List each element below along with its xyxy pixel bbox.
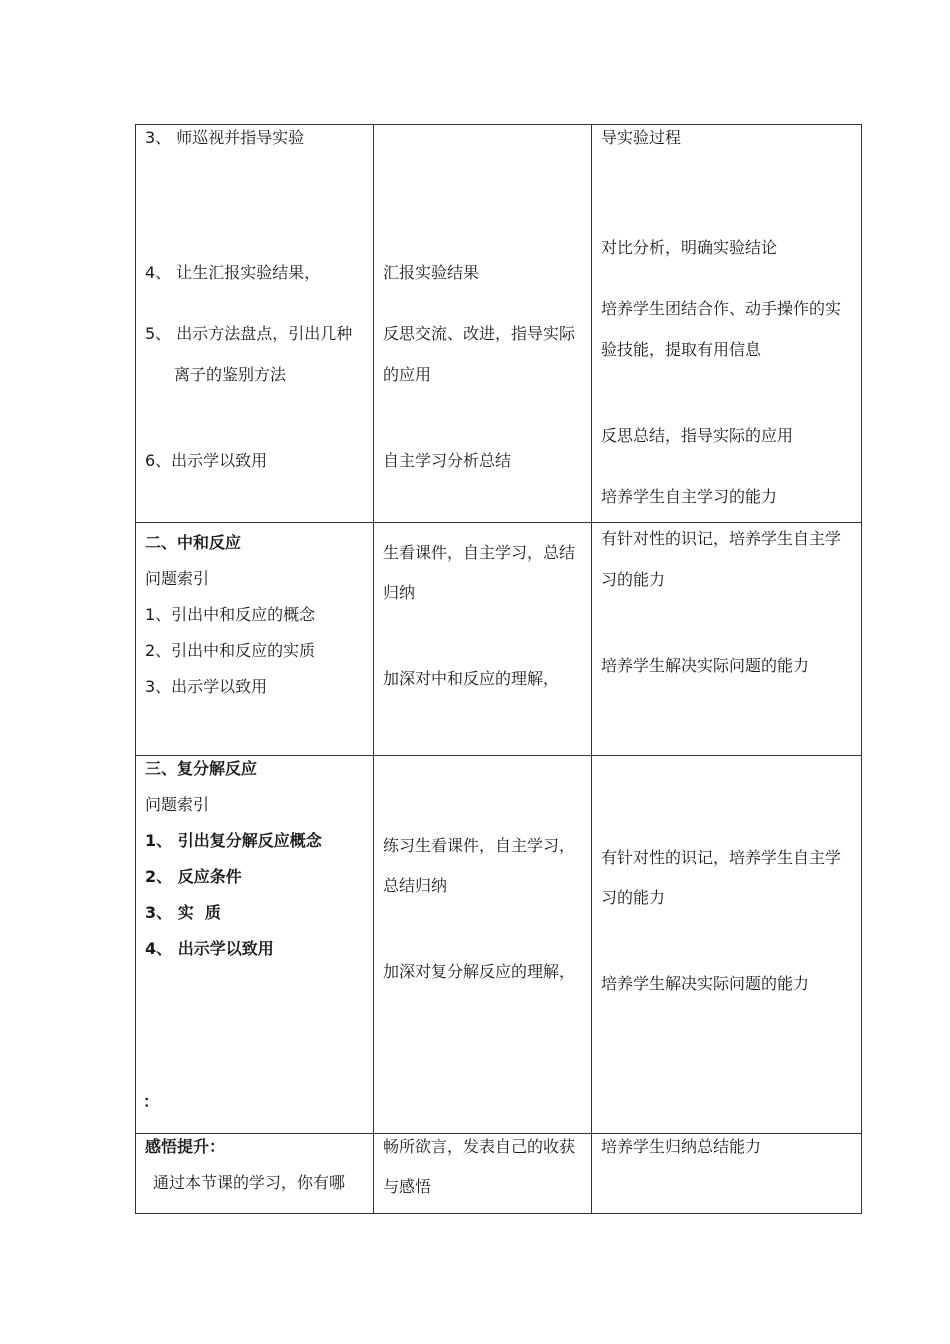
table-border-left — [135, 124, 136, 1214]
design-intent-text: 对比分析，明确实验结论 — [601, 238, 778, 257]
student-activity-text: 生看课件，自主学习，总结 — [383, 543, 576, 562]
student-activity-text: 汇报实验结果 — [383, 263, 480, 282]
column-divider — [591, 124, 592, 1214]
student-activity-text: 加深对中和反应的理解， — [383, 669, 560, 688]
design-intent-text: 培养学生解决实际问题的能力 — [601, 974, 810, 993]
student-activity-text: 的应用 — [383, 365, 432, 384]
section-heading: 二、中和反应 — [145, 533, 242, 552]
student-activity-text: 练习生看课件，自主学习， — [383, 836, 576, 855]
teacher-activity-text: 4、 出示学以致用 — [145, 939, 274, 958]
lesson-plan-table — [135, 124, 862, 1214]
teacher-activity-text: 3、 实 质 — [145, 903, 221, 922]
student-activity-text: 自主学习分析总结 — [383, 451, 512, 470]
student-activity-text: 总结归纳 — [383, 876, 448, 895]
student-activity-text: 归纳 — [383, 583, 416, 602]
teacher-activity-text: 3、 师巡视并指导实验 — [145, 128, 305, 147]
teacher-activity-text: 通过本节课的学习，你有哪 — [153, 1173, 346, 1192]
teacher-activity-text: 离子的鉴别方法 — [174, 365, 287, 384]
row-divider — [135, 755, 862, 756]
design-intent-text: 习的能力 — [601, 888, 666, 907]
teacher-activity-text: 6、出示学以致用 — [145, 451, 268, 470]
student-activity-text: 与感悟 — [383, 1177, 432, 1196]
trailing-colon: ： — [143, 1092, 160, 1111]
section-heading: 感悟提升： — [145, 1137, 226, 1156]
column-divider — [373, 124, 374, 1214]
teacher-activity-text: 4、 让生汇报实验结果， — [145, 263, 321, 282]
student-activity-text: 畅所欲言，发表自己的收获 — [383, 1137, 576, 1156]
teacher-activity-text: 2、引出中和反应的实质 — [145, 641, 316, 660]
teacher-activity-text: 问题索引 — [145, 795, 210, 814]
teacher-activity-text: 1、引出中和反应的概念 — [145, 605, 316, 624]
design-intent-text: 导实验过程 — [601, 128, 682, 147]
section-heading: 三、复分解反应 — [145, 759, 258, 778]
design-intent-text: 习的能力 — [601, 570, 666, 589]
design-intent-text: 有针对性的识记，培养学生自主学 — [601, 848, 842, 867]
design-intent-text: 验技能，提取有用信息 — [601, 340, 762, 359]
student-activity-text: 加深对复分解反应的理解， — [383, 962, 576, 981]
design-intent-text: 培养学生自主学习的能力 — [601, 487, 778, 506]
teacher-activity-text: 问题索引 — [145, 569, 210, 588]
student-activity-text: 反思交流、改进，指导实际 — [383, 324, 576, 343]
table-border-top — [135, 124, 862, 125]
teacher-activity-text: 5、 出示方法盘点，引出几种 — [145, 324, 353, 343]
row-divider — [135, 522, 862, 523]
table-border-bottom — [135, 1213, 862, 1214]
teacher-activity-text: 3、出示学以致用 — [145, 677, 268, 696]
teacher-activity-text: 2、 反应条件 — [145, 867, 242, 886]
teacher-activity-text: 1、 引出复分解反应概念 — [145, 831, 322, 850]
table-border-right — [861, 124, 862, 1214]
design-intent-text: 培养学生解决实际问题的能力 — [601, 656, 810, 675]
design-intent-text: 反思总结，指导实际的应用 — [601, 426, 794, 445]
design-intent-text: 培养学生团结合作、动手操作的实 — [601, 299, 842, 318]
design-intent-text: 培养学生归纳总结能力 — [601, 1137, 762, 1156]
design-intent-text: 有针对性的识记，培养学生自主学 — [601, 529, 842, 548]
row-divider — [135, 1133, 862, 1134]
